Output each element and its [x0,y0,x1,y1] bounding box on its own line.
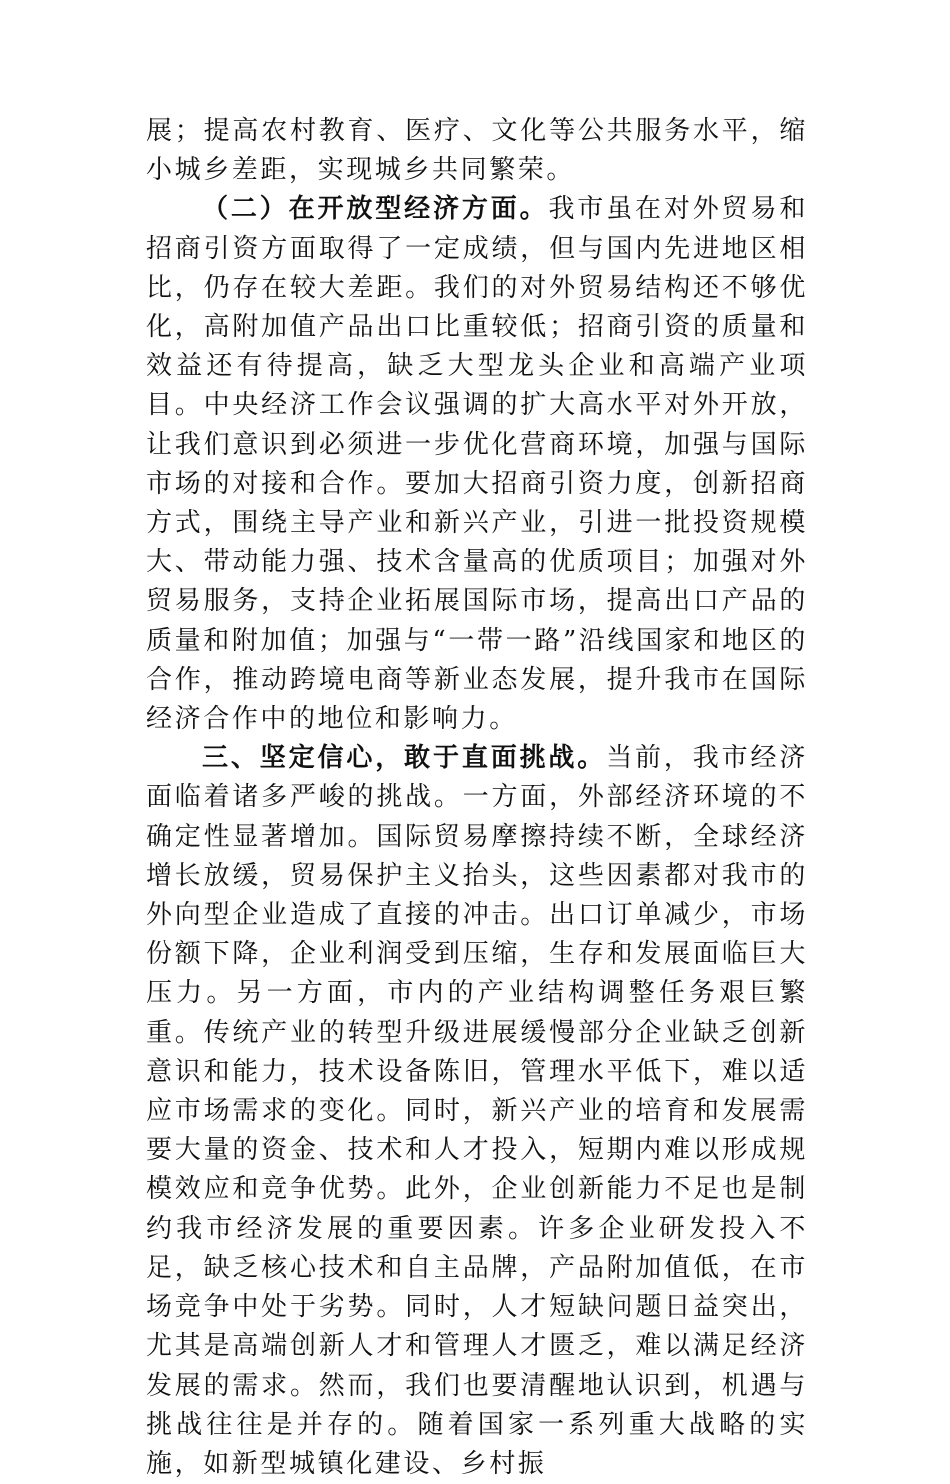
paragraph-body: 当前，我市经济面临着诸多严峻的挑战。一方面，外部经济环境的不确定性显著增加。国际贸易摩擦持续不断，全球经济增长放缓，贸易保护主义抬头，这些因素都对我市的外向型企业造成了直接的冲击。出口订单减少，市场份额下降，企业利润受到压缩，生存和发展面临巨大压力。另一方面，市内的产业结构调整任务艰巨繁重。传统产业的转型升级进展缓慢部分企业缺乏创新意识和能力，技术设备陈旧，管理水平低下，难以适应市场需求的变化。同时，新兴产业的培育和发展需要大量的资金、技术和人才投入，短期内难以形成规模效应和竞争优势。此外，企业创新能力不足也是制约我市经济发展的重要因素。许多企业研发投入不足，缺乏核心技术和自主品牌，产品附加值低，在市场竞争中处于劣势。同时，人才短缺问题日益突出，尤其是高端创新人才和管理人才匮乏，难以满足经济发展的需求。然而，我们也要清醒地认识到，机遇与挑战往往是并存的。随着国家一系列重大战略的实施，如新型城镇化建设、乡村振 [146,743,809,1479]
paragraph-open-economy [146,190,808,739]
paragraph-face-challenges [146,739,808,1484]
paragraph-continuation [146,112,808,190]
paragraph-heading: （二）在开放型经济方面。 [202,194,549,225]
paragraph-body: 展；提高农村教育、医疗、文化等公共服务水平，缩小城乡差距，实现城乡共同繁荣。 [146,116,808,186]
section-heading: 三、坚定信心，敢于直面挑战。 [202,743,607,774]
document-page [146,112,808,1484]
paragraph-body: 我市虽在对外贸易和招商引资方面取得了一定成绩，但与国内先进地区相比，仍存在较大差距。我们的对外贸易结构还不够优化，高附加值产品出口比重较低；招商引资的质量和效益还有待提高，缺乏大型龙头企业和高端产业项目。中央经济工作会议强调的扩大高水平对外开放，让我们意识到必须进一步优化营商环境，加强与国际市场的对接和合作。要加大招商引资力度，创新招商方式，围绕主导产业和新兴产业，引进一批投资规模大、带动能力强、技术含量高的优质项目；加强对外贸易服务，支持企业拓展国际市场，提高出口产品的质量和附加值；加强与“一带一路”沿线国家和地区的合作，推动跨境电商等新业态发展，提升我市在国际经济合作中的地位和影响力。 [146,194,808,735]
